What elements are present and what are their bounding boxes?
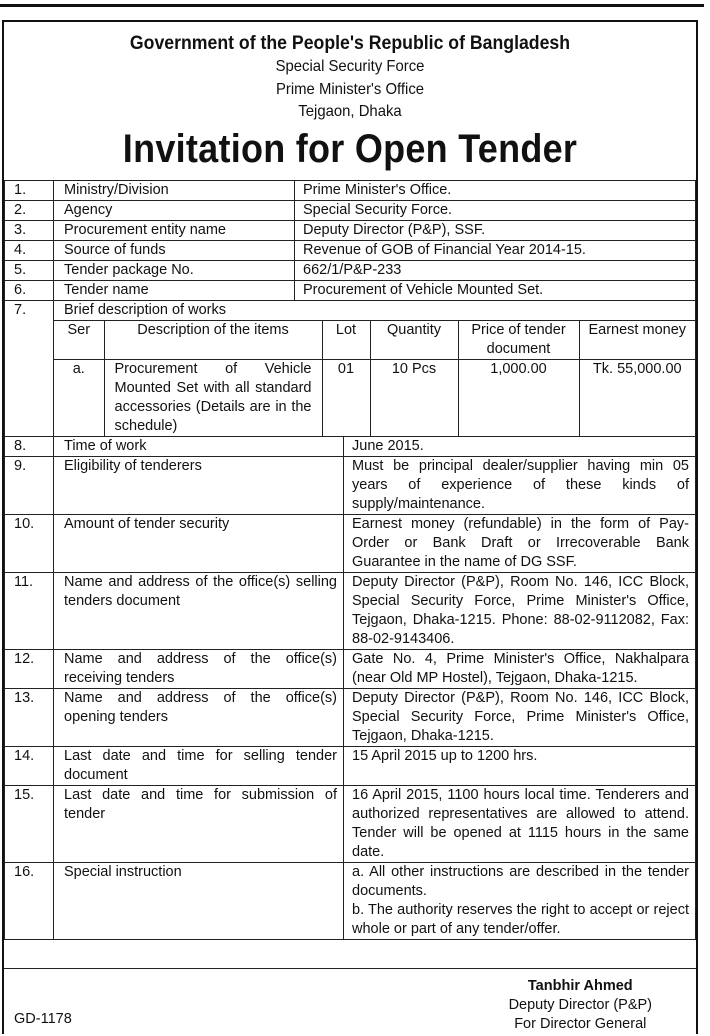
row-label: Source of funds: [54, 241, 295, 261]
row-value: Deputy Director (P&P), SSF.: [295, 221, 696, 241]
row-value: 15 April 2015 up to 1200 hrs.: [344, 747, 696, 786]
row-value: Must be principal dealer/supplier having min 05 years of experience of these kinds of supply/maintenance.: [344, 457, 696, 515]
row-label: Last date and time for selling tender document: [54, 747, 344, 786]
instruction-b: b. The authority reserves the right to accept or reject whole or part of any tender/offer.: [352, 902, 689, 937]
items-header-row: [54, 321, 695, 360]
force-name: Special Security Force: [275, 58, 425, 75]
top-border: [0, 0, 704, 7]
item-money: Tk. 55,000.00: [579, 360, 695, 437]
items-row: [54, 360, 695, 437]
row-value: Earnest money (refundable) in the form of Pay-Order or Bank Draft or Irrecoverable Bank Guarantee in the name of DG SSF.: [344, 515, 696, 573]
row-value: Deputy Director (P&P), Room No. 146, ICC Block, Special Security Force, Prime Minister's Office, Tejgaon, Dhaka-1215. Phone: 88-02-9112082, Fax: 88-02-9143406.: [344, 573, 696, 650]
row-label: Ministry/Division: [54, 181, 295, 201]
office-name: Prime Minister's Office: [275, 80, 425, 98]
table-row: [5, 221, 696, 241]
row-number: 8.: [5, 437, 54, 457]
row-label: Procurement entity name: [54, 221, 295, 241]
works-cell: [54, 301, 696, 437]
row-number: 16.: [5, 863, 54, 940]
row-number: 1.: [5, 181, 54, 201]
row-value: June 2015.: [344, 437, 696, 457]
signatory-name: Tanbhir Ahmed: [527, 978, 633, 994]
table-row: [5, 201, 696, 221]
table-row: [5, 457, 696, 515]
row-value: 662/1/P&P-233: [295, 261, 696, 281]
row-value: [344, 863, 696, 940]
location: Tejgaon, Dhaka: [298, 103, 402, 120]
works-row: [5, 301, 696, 437]
row-value: Special Security Force.: [295, 201, 696, 221]
row-value: Procurement of Vehicle Mounted Set.: [295, 281, 696, 301]
col-lot-header: Lot: [322, 321, 370, 360]
row-number: 6.: [5, 281, 54, 301]
col-price-header: Price of tender document: [458, 321, 579, 360]
notice-title: Invitation for Open Tender: [122, 126, 578, 171]
row-label: Name and address of the office(s) receiving tenders: [54, 650, 344, 689]
table-row: [5, 650, 696, 689]
row-number: 7.: [5, 301, 54, 437]
table-row: [5, 786, 696, 863]
signatory-for: For Director General: [514, 1016, 647, 1032]
row-value: Deputy Director (P&P), Room No. 146, ICC Block, Special Security Force, Prime Minister's Office, Tejgaon, Dhaka-1215.: [344, 689, 696, 747]
item-desc: Procurement of Vehicle Mounted Set with all standard accessories (Details are in the schedule): [104, 360, 322, 437]
row-number: 2.: [5, 201, 54, 221]
tender-table: [4, 180, 696, 940]
tender-notice: [2, 20, 698, 1034]
col-desc-header: Description of the items: [104, 321, 322, 360]
row-label: Name and address of the office(s) selling tenders document: [54, 573, 344, 650]
instruction-a: a. All other instructions are described in the tender documents.: [352, 864, 689, 899]
row-value: 16 April 2015, 1100 hours local time. Tenderers and authorized representatives are allowed to attend. Tender will be opened at 1115 hours in the same date.: [344, 786, 696, 863]
row-label: Brief description of works: [64, 302, 226, 318]
row-value: Prime Minister's Office.: [295, 181, 696, 201]
table-row: [5, 515, 696, 573]
table-row: [5, 573, 696, 650]
item-price: 1,000.00: [458, 360, 579, 437]
col-qty-header: Quantity: [370, 321, 458, 360]
items-table: [54, 320, 695, 436]
row-number: 15.: [5, 786, 54, 863]
row-label: Tender name: [54, 281, 295, 301]
col-money-header: Earnest money: [579, 321, 695, 360]
item-qty: 10 Pcs: [370, 360, 458, 437]
signatory-designation: Deputy Director (P&P): [508, 997, 652, 1013]
table-row: [5, 181, 696, 201]
table-row: [5, 689, 696, 747]
row-number: 13.: [5, 689, 54, 747]
col-ser-header: Ser: [54, 321, 104, 360]
row-value: Gate No. 4, Prime Minister's Office, Nakhalpara (near Old MP Hostel), Tejgaon, Dhaka-1215.: [344, 650, 696, 689]
row-value: Revenue of GOB of Financial Year 2014-15.: [295, 241, 696, 261]
notice-header: [4, 22, 696, 172]
row-number: 9.: [5, 457, 54, 515]
table-row: [5, 241, 696, 261]
item-ser: a.: [54, 360, 104, 437]
government-heading: Government of the People's Republic of Bangladesh: [129, 33, 571, 54]
item-lot: 01: [322, 360, 370, 437]
row-number: 4.: [5, 241, 54, 261]
gd-number: GD-1178: [14, 1011, 72, 1027]
row-label: Time of work: [54, 437, 344, 457]
row-label: Last date and time for submission of tender: [54, 786, 344, 863]
row-number: 3.: [5, 221, 54, 241]
row-number: 14.: [5, 747, 54, 786]
row-label: Agency: [54, 201, 295, 221]
table-row: [5, 261, 696, 281]
signature-block: [4, 968, 696, 1034]
row-number: 10.: [5, 515, 54, 573]
table-row: [5, 863, 696, 940]
row-number: 5.: [5, 261, 54, 281]
row-label: Amount of tender security: [54, 515, 344, 573]
table-row: [5, 747, 696, 786]
row-label: Special instruction: [54, 863, 344, 940]
row-number: 12.: [5, 650, 54, 689]
row-label: Tender package No.: [54, 261, 295, 281]
row-number: 11.: [5, 573, 54, 650]
row-label: Eligibility of tenderers: [54, 457, 344, 515]
table-row: [5, 281, 696, 301]
signatory: [509, 977, 652, 1034]
row-label: Name and address of the office(s) opening tenders: [54, 689, 344, 747]
table-row: [5, 437, 696, 457]
